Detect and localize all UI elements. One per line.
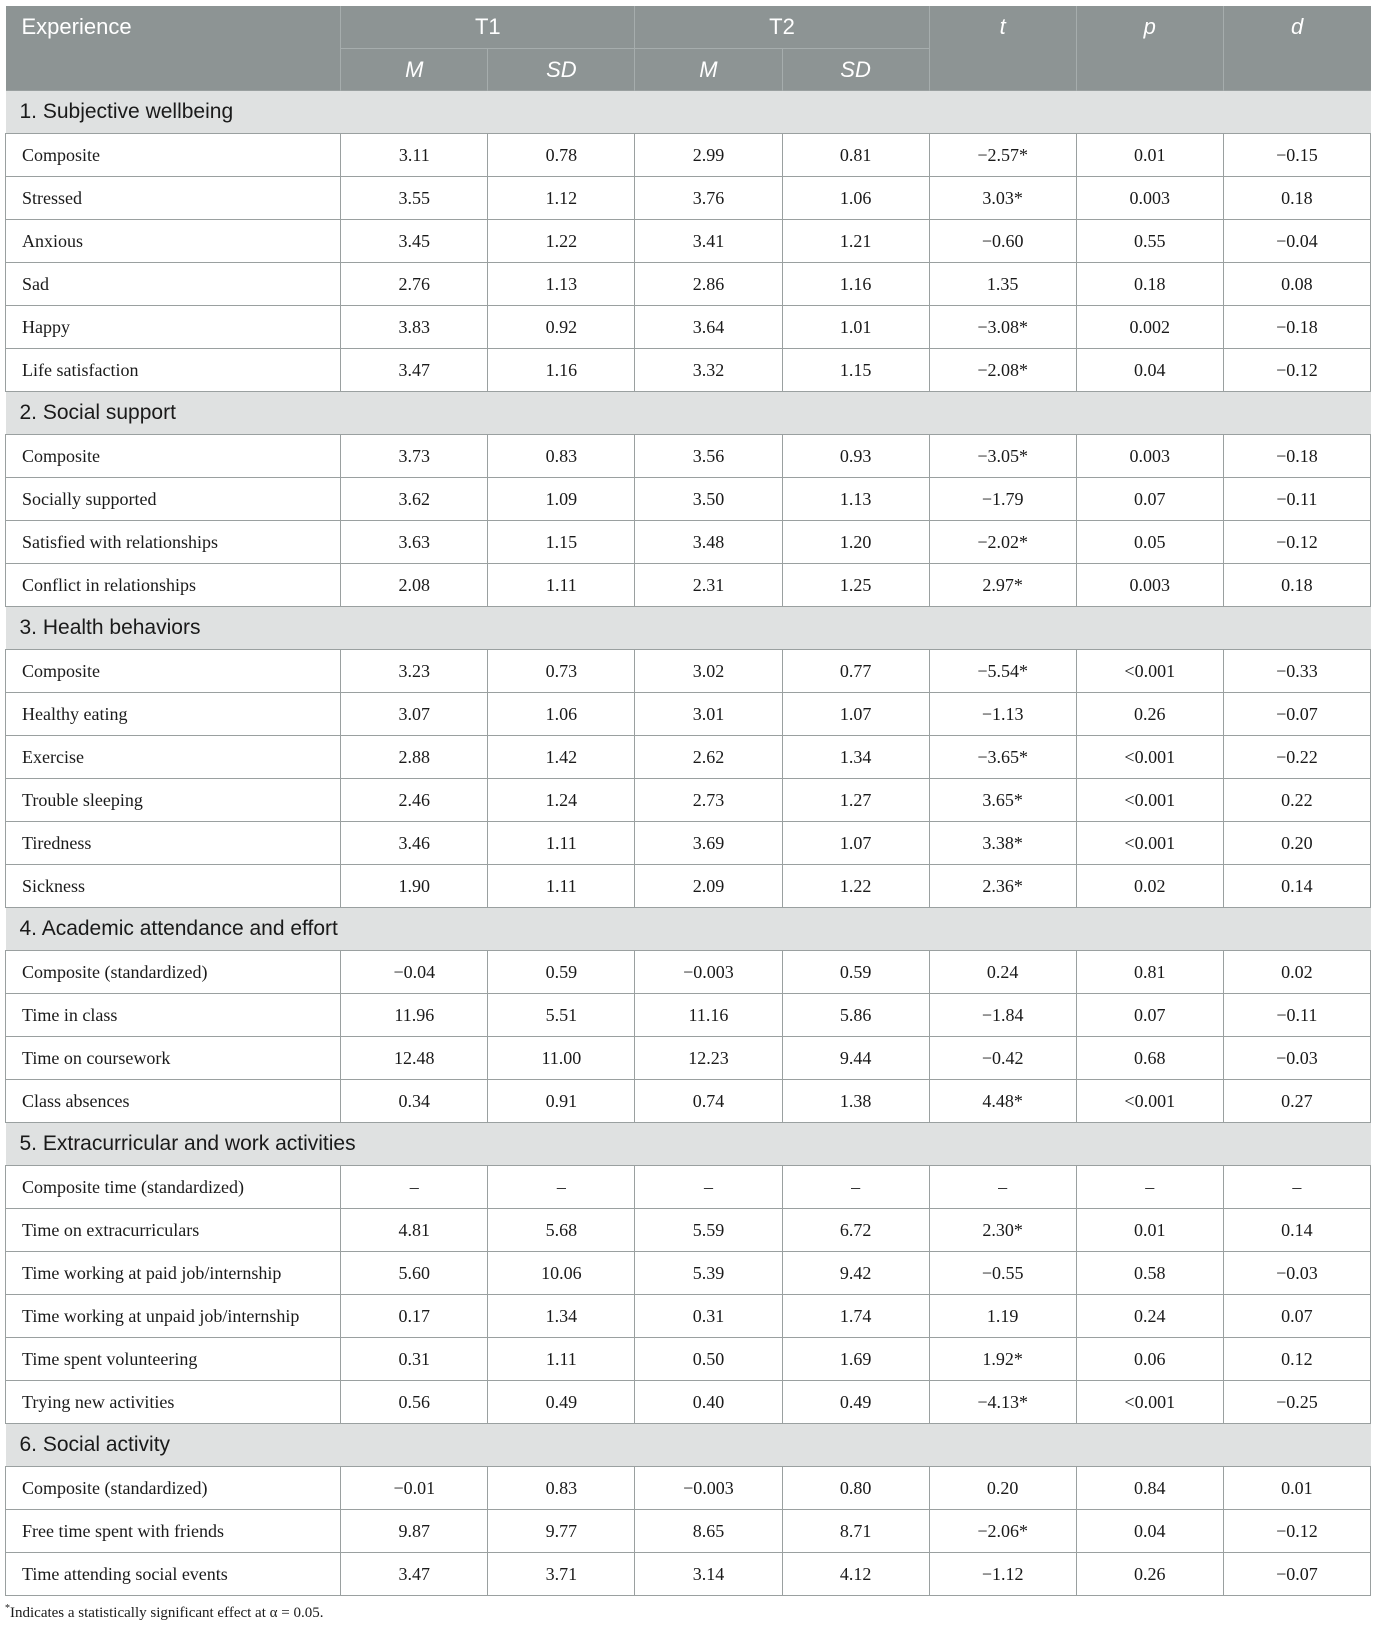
table-row (6, 1037, 1371, 1080)
cell-t2-sd: 0.77 (782, 650, 929, 693)
cell-t1-sd: 1.06 (488, 693, 635, 736)
header-t2-sd: SD (782, 49, 929, 91)
cell-label: Composite time (standardized) (6, 1166, 341, 1209)
cell-label: Time spent volunteering (6, 1338, 341, 1381)
cell-label: Composite (6, 435, 341, 478)
cell-p: 0.81 (1076, 951, 1223, 994)
cell-t2-m: 3.14 (635, 1553, 782, 1596)
cell-t2-sd: 0.59 (782, 951, 929, 994)
cell-p: 0.01 (1076, 134, 1223, 177)
cell-t2-sd: 1.38 (782, 1080, 929, 1123)
cell-t: 0.20 (929, 1467, 1076, 1510)
cell-p: 0.01 (1076, 1209, 1223, 1252)
cell-label: Healthy eating (6, 693, 341, 736)
cell-d: −0.07 (1223, 1553, 1370, 1596)
table-row (6, 994, 1371, 1037)
section-title: 4. Academic attendance and effort (6, 908, 1371, 951)
table-row (6, 650, 1371, 693)
cell-t2-sd: 1.06 (782, 177, 929, 220)
cell-t: 2.36* (929, 865, 1076, 908)
cell-p: 0.18 (1076, 263, 1223, 306)
table-row (6, 1295, 1371, 1338)
cell-t2-m: 3.50 (635, 478, 782, 521)
cell-t2-sd: 0.93 (782, 435, 929, 478)
cell-t2-sd: 9.42 (782, 1252, 929, 1295)
cell-t: −2.08* (929, 349, 1076, 392)
cell-label: Anxious (6, 220, 341, 263)
cell-t2-m: 2.31 (635, 564, 782, 607)
cell-t2-sd: 1.16 (782, 263, 929, 306)
footnote (5, 1603, 323, 1622)
header-blank (1223, 49, 1370, 91)
cell-label: Exercise (6, 736, 341, 779)
cell-t2-sd: 1.07 (782, 822, 929, 865)
cell-p: 0.07 (1076, 478, 1223, 521)
cell-t2-sd: 1.34 (782, 736, 929, 779)
cell-d: −0.03 (1223, 1037, 1370, 1080)
header-experience: Experience (6, 6, 341, 49)
header-p: p (1076, 6, 1223, 49)
cell-t: −1.12 (929, 1553, 1076, 1596)
header-t2-m: M (635, 49, 782, 91)
cell-p: 0.003 (1076, 177, 1223, 220)
cell-t1-m: 0.56 (341, 1381, 488, 1424)
cell-t2-m: 11.16 (635, 994, 782, 1037)
cell-t2-sd: 9.44 (782, 1037, 929, 1080)
cell-d: −0.18 (1223, 435, 1370, 478)
cell-t1-m: 0.31 (341, 1338, 488, 1381)
cell-t: – (929, 1166, 1076, 1209)
cell-t2-sd: 1.01 (782, 306, 929, 349)
cell-t: −0.60 (929, 220, 1076, 263)
cell-t1-sd: 0.78 (488, 134, 635, 177)
header-t2: T2 (635, 6, 929, 49)
cell-t1-sd: 1.12 (488, 177, 635, 220)
cell-t1-m: 11.96 (341, 994, 488, 1037)
cell-p: 0.24 (1076, 1295, 1223, 1338)
table-row (6, 951, 1371, 994)
cell-t1-m: −0.01 (341, 1467, 488, 1510)
cell-t1-sd: 1.15 (488, 521, 635, 564)
cell-d: −0.11 (1223, 994, 1370, 1037)
cell-t2-m: 2.86 (635, 263, 782, 306)
cell-t2-sd: 1.07 (782, 693, 929, 736)
cell-d: −0.15 (1223, 134, 1370, 177)
cell-p: 0.06 (1076, 1338, 1223, 1381)
cell-t1-m: 3.07 (341, 693, 488, 736)
footnote-text: Indicates a statistically significant effect at α = 0.05. (10, 1605, 324, 1621)
cell-d: −0.12 (1223, 1510, 1370, 1553)
section-title: 2. Social support (6, 392, 1371, 435)
cell-t2-m: 3.02 (635, 650, 782, 693)
cell-t2-m: 5.59 (635, 1209, 782, 1252)
cell-d: −0.12 (1223, 521, 1370, 564)
cell-label: Time in class (6, 994, 341, 1037)
cell-t1-m: 2.88 (341, 736, 488, 779)
cell-d: −0.03 (1223, 1252, 1370, 1295)
cell-d: 0.01 (1223, 1467, 1370, 1510)
results-table-container (5, 6, 1371, 1596)
cell-label: Time on extracurriculars (6, 1209, 341, 1252)
cell-t: −3.05* (929, 435, 1076, 478)
footnote-mark: * (5, 1603, 10, 1614)
cell-d: −0.22 (1223, 736, 1370, 779)
cell-t1-m: −0.04 (341, 951, 488, 994)
cell-t1-m: 3.55 (341, 177, 488, 220)
cell-t1-m: 3.63 (341, 521, 488, 564)
header-t1: T1 (341, 6, 635, 49)
header-t1-m: M (341, 49, 488, 91)
cell-t1-sd: 3.71 (488, 1553, 635, 1596)
cell-t2-sd: 5.86 (782, 994, 929, 1037)
header-blank (6, 49, 341, 91)
header-t: t (929, 6, 1076, 49)
table-row (6, 1209, 1371, 1252)
cell-t2-sd: 0.49 (782, 1381, 929, 1424)
cell-t2-sd: 1.74 (782, 1295, 929, 1338)
cell-t2-m: 12.23 (635, 1037, 782, 1080)
cell-t1-m: 2.46 (341, 779, 488, 822)
cell-d: −0.11 (1223, 478, 1370, 521)
cell-d: 0.08 (1223, 263, 1370, 306)
cell-p: 0.04 (1076, 1510, 1223, 1553)
section-title: 1. Subjective wellbeing (6, 91, 1371, 134)
cell-p: 0.003 (1076, 435, 1223, 478)
cell-t1-m: 4.81 (341, 1209, 488, 1252)
cell-p: 0.003 (1076, 564, 1223, 607)
cell-t: −1.13 (929, 693, 1076, 736)
cell-t1-sd: 1.11 (488, 865, 635, 908)
cell-t1-sd: 0.73 (488, 650, 635, 693)
cell-d: −0.33 (1223, 650, 1370, 693)
table-row (6, 1252, 1371, 1295)
cell-label: Life satisfaction (6, 349, 341, 392)
cell-t1-sd: 0.91 (488, 1080, 635, 1123)
cell-t1-m: 1.90 (341, 865, 488, 908)
table-row (6, 435, 1371, 478)
cell-t2-sd: 1.20 (782, 521, 929, 564)
header-blank (1076, 49, 1223, 91)
cell-label: Socially supported (6, 478, 341, 521)
cell-t1-sd: 11.00 (488, 1037, 635, 1080)
table-row (6, 478, 1371, 521)
cell-t1-sd: 1.34 (488, 1295, 635, 1338)
cell-t1-sd: 1.11 (488, 1338, 635, 1381)
cell-t: 1.19 (929, 1295, 1076, 1338)
cell-t2-sd: 6.72 (782, 1209, 929, 1252)
cell-d: −0.25 (1223, 1381, 1370, 1424)
cell-t1-sd: 1.13 (488, 263, 635, 306)
cell-t2-m: 3.76 (635, 177, 782, 220)
table-row (6, 349, 1371, 392)
cell-t: 1.92* (929, 1338, 1076, 1381)
cell-d: – (1223, 1166, 1370, 1209)
cell-t1-m: 12.48 (341, 1037, 488, 1080)
header-t1-sd: SD (488, 49, 635, 91)
section-row (6, 91, 1371, 134)
table-row (6, 1338, 1371, 1381)
table-row (6, 1080, 1371, 1123)
cell-label: Time attending social events (6, 1553, 341, 1596)
cell-t2-m: 2.09 (635, 865, 782, 908)
section-title: 6. Social activity (6, 1424, 1371, 1467)
cell-label: Composite (6, 650, 341, 693)
cell-label: Time working at unpaid job/internship (6, 1295, 341, 1338)
cell-t1-sd: 5.51 (488, 994, 635, 1037)
table-row (6, 1166, 1371, 1209)
cell-p: 0.84 (1076, 1467, 1223, 1510)
cell-p: 0.68 (1076, 1037, 1223, 1080)
table-row (6, 521, 1371, 564)
cell-t2-m: 0.74 (635, 1080, 782, 1123)
cell-p: 0.58 (1076, 1252, 1223, 1295)
table-row (6, 693, 1371, 736)
cell-t1-m: 3.47 (341, 1553, 488, 1596)
cell-d: 0.20 (1223, 822, 1370, 865)
cell-p: <0.001 (1076, 822, 1223, 865)
cell-t1-m: 9.87 (341, 1510, 488, 1553)
table-row (6, 263, 1371, 306)
cell-t2-m: 3.01 (635, 693, 782, 736)
section-row (6, 1123, 1371, 1166)
cell-d: −0.04 (1223, 220, 1370, 263)
table-row (6, 1381, 1371, 1424)
cell-t2-sd: 1.13 (782, 478, 929, 521)
cell-t2-sd: 1.27 (782, 779, 929, 822)
cell-t: −1.79 (929, 478, 1076, 521)
cell-t1-m: 3.11 (341, 134, 488, 177)
cell-t1-m: 2.08 (341, 564, 488, 607)
cell-t2-m: 0.40 (635, 1381, 782, 1424)
cell-t: 3.03* (929, 177, 1076, 220)
cell-t: −0.55 (929, 1252, 1076, 1295)
cell-t2-sd: 1.15 (782, 349, 929, 392)
cell-t: −1.84 (929, 994, 1076, 1037)
cell-t2-sd: 1.69 (782, 1338, 929, 1381)
cell-t: −2.57* (929, 134, 1076, 177)
cell-t: 1.35 (929, 263, 1076, 306)
header-d: d (1223, 6, 1370, 49)
header-row-2 (6, 49, 1371, 91)
cell-label: Composite (6, 134, 341, 177)
cell-label: Free time spent with friends (6, 1510, 341, 1553)
cell-p: <0.001 (1076, 1080, 1223, 1123)
cell-label: Tiredness (6, 822, 341, 865)
cell-d: 0.22 (1223, 779, 1370, 822)
cell-d: 0.12 (1223, 1338, 1370, 1381)
cell-d: −0.18 (1223, 306, 1370, 349)
section-title: 5. Extracurricular and work activities (6, 1123, 1371, 1166)
cell-t1-m: 3.83 (341, 306, 488, 349)
cell-t1-sd: 1.09 (488, 478, 635, 521)
cell-t2-m: 2.99 (635, 134, 782, 177)
table-row (6, 1553, 1371, 1596)
cell-t2-sd: 1.22 (782, 865, 929, 908)
cell-t2-m: 3.64 (635, 306, 782, 349)
cell-t2-m: −0.003 (635, 1467, 782, 1510)
cell-d: −0.12 (1223, 349, 1370, 392)
cell-p: <0.001 (1076, 650, 1223, 693)
cell-label: Trying new activities (6, 1381, 341, 1424)
cell-label: Time working at paid job/internship (6, 1252, 341, 1295)
cell-p: 0.26 (1076, 1553, 1223, 1596)
cell-t: −3.08* (929, 306, 1076, 349)
table-row (6, 564, 1371, 607)
cell-t: −0.42 (929, 1037, 1076, 1080)
cell-t1-sd: 5.68 (488, 1209, 635, 1252)
cell-t1-sd: 1.42 (488, 736, 635, 779)
cell-t1-m: 3.62 (341, 478, 488, 521)
cell-t1-sd: 0.92 (488, 306, 635, 349)
cell-t1-sd: 0.83 (488, 1467, 635, 1510)
cell-t1-sd: 1.11 (488, 822, 635, 865)
cell-t1-m: 3.46 (341, 822, 488, 865)
cell-t: 0.24 (929, 951, 1076, 994)
table-row (6, 736, 1371, 779)
table-row (6, 1467, 1371, 1510)
cell-t: 2.30* (929, 1209, 1076, 1252)
cell-t1-m: 3.45 (341, 220, 488, 263)
section-row (6, 1424, 1371, 1467)
cell-label: Composite (standardized) (6, 1467, 341, 1510)
cell-t: −4.13* (929, 1381, 1076, 1424)
cell-t2-sd: 0.80 (782, 1467, 929, 1510)
cell-t1-m: – (341, 1166, 488, 1209)
cell-p: <0.001 (1076, 1381, 1223, 1424)
header-row-1 (6, 6, 1371, 49)
cell-t2-m: 8.65 (635, 1510, 782, 1553)
cell-label: Time on coursework (6, 1037, 341, 1080)
cell-p: 0.02 (1076, 865, 1223, 908)
cell-p: 0.07 (1076, 994, 1223, 1037)
section-row (6, 607, 1371, 650)
cell-p: <0.001 (1076, 779, 1223, 822)
cell-t2-sd: 0.81 (782, 134, 929, 177)
cell-t: 3.38* (929, 822, 1076, 865)
header-blank (929, 49, 1076, 91)
cell-t2-sd: 4.12 (782, 1553, 929, 1596)
cell-t1-m: 0.17 (341, 1295, 488, 1338)
cell-d: 0.14 (1223, 1209, 1370, 1252)
table-row (6, 779, 1371, 822)
cell-d: 0.18 (1223, 177, 1370, 220)
cell-label: Trouble sleeping (6, 779, 341, 822)
cell-t1-sd: 0.59 (488, 951, 635, 994)
cell-t2-m: 3.32 (635, 349, 782, 392)
cell-t1-m: 3.47 (341, 349, 488, 392)
table-row (6, 306, 1371, 349)
cell-t2-m: – (635, 1166, 782, 1209)
cell-p: 0.04 (1076, 349, 1223, 392)
cell-t: 2.97* (929, 564, 1076, 607)
cell-t2-m: 2.62 (635, 736, 782, 779)
table-row (6, 220, 1371, 263)
cell-t2-m: 3.41 (635, 220, 782, 263)
cell-p: 0.26 (1076, 693, 1223, 736)
cell-t1-sd: 1.11 (488, 564, 635, 607)
cell-t: −2.02* (929, 521, 1076, 564)
cell-t1-m: 0.34 (341, 1080, 488, 1123)
cell-p: – (1076, 1166, 1223, 1209)
cell-d: 0.14 (1223, 865, 1370, 908)
cell-d: 0.02 (1223, 951, 1370, 994)
table-body (6, 91, 1371, 1596)
cell-t2-sd: 1.25 (782, 564, 929, 607)
cell-t2-sd: 8.71 (782, 1510, 929, 1553)
cell-t1-sd: – (488, 1166, 635, 1209)
cell-t2-m: 5.39 (635, 1252, 782, 1295)
cell-label: Stressed (6, 177, 341, 220)
cell-t2-m: −0.003 (635, 951, 782, 994)
cell-t1-sd: 10.06 (488, 1252, 635, 1295)
cell-t1-m: 3.23 (341, 650, 488, 693)
table-row (6, 134, 1371, 177)
cell-label: Sickness (6, 865, 341, 908)
cell-t1-sd: 0.49 (488, 1381, 635, 1424)
cell-t: 4.48* (929, 1080, 1076, 1123)
section-row (6, 908, 1371, 951)
cell-t: 3.65* (929, 779, 1076, 822)
cell-t: −2.06* (929, 1510, 1076, 1553)
cell-t: −5.54* (929, 650, 1076, 693)
cell-label: Composite (standardized) (6, 951, 341, 994)
cell-p: 0.002 (1076, 306, 1223, 349)
cell-t1-sd: 1.16 (488, 349, 635, 392)
cell-t2-m: 3.56 (635, 435, 782, 478)
cell-t1-sd: 9.77 (488, 1510, 635, 1553)
cell-t2-sd: 1.21 (782, 220, 929, 263)
cell-p: <0.001 (1076, 736, 1223, 779)
cell-d: 0.18 (1223, 564, 1370, 607)
results-table (5, 6, 1371, 1596)
cell-t2-sd: – (782, 1166, 929, 1209)
table-row (6, 1510, 1371, 1553)
cell-t: −3.65* (929, 736, 1076, 779)
cell-d: −0.07 (1223, 693, 1370, 736)
section-title: 3. Health behaviors (6, 607, 1371, 650)
cell-p: 0.55 (1076, 220, 1223, 263)
cell-t2-m: 3.69 (635, 822, 782, 865)
cell-d: 0.27 (1223, 1080, 1370, 1123)
section-row (6, 392, 1371, 435)
cell-d: 0.07 (1223, 1295, 1370, 1338)
cell-label: Satisfied with relationships (6, 521, 341, 564)
table-row (6, 177, 1371, 220)
cell-label: Conflict in relationships (6, 564, 341, 607)
cell-t2-m: 0.50 (635, 1338, 782, 1381)
cell-label: Happy (6, 306, 341, 349)
cell-t2-m: 0.31 (635, 1295, 782, 1338)
cell-label: Class absences (6, 1080, 341, 1123)
cell-t1-m: 3.73 (341, 435, 488, 478)
cell-t2-m: 2.73 (635, 779, 782, 822)
cell-label: Sad (6, 263, 341, 306)
table-row (6, 822, 1371, 865)
table-row (6, 865, 1371, 908)
cell-t1-m: 2.76 (341, 263, 488, 306)
cell-t1-m: 5.60 (341, 1252, 488, 1295)
cell-p: 0.05 (1076, 521, 1223, 564)
cell-t1-sd: 0.83 (488, 435, 635, 478)
cell-t1-sd: 1.22 (488, 220, 635, 263)
cell-t2-m: 3.48 (635, 521, 782, 564)
cell-t1-sd: 1.24 (488, 779, 635, 822)
